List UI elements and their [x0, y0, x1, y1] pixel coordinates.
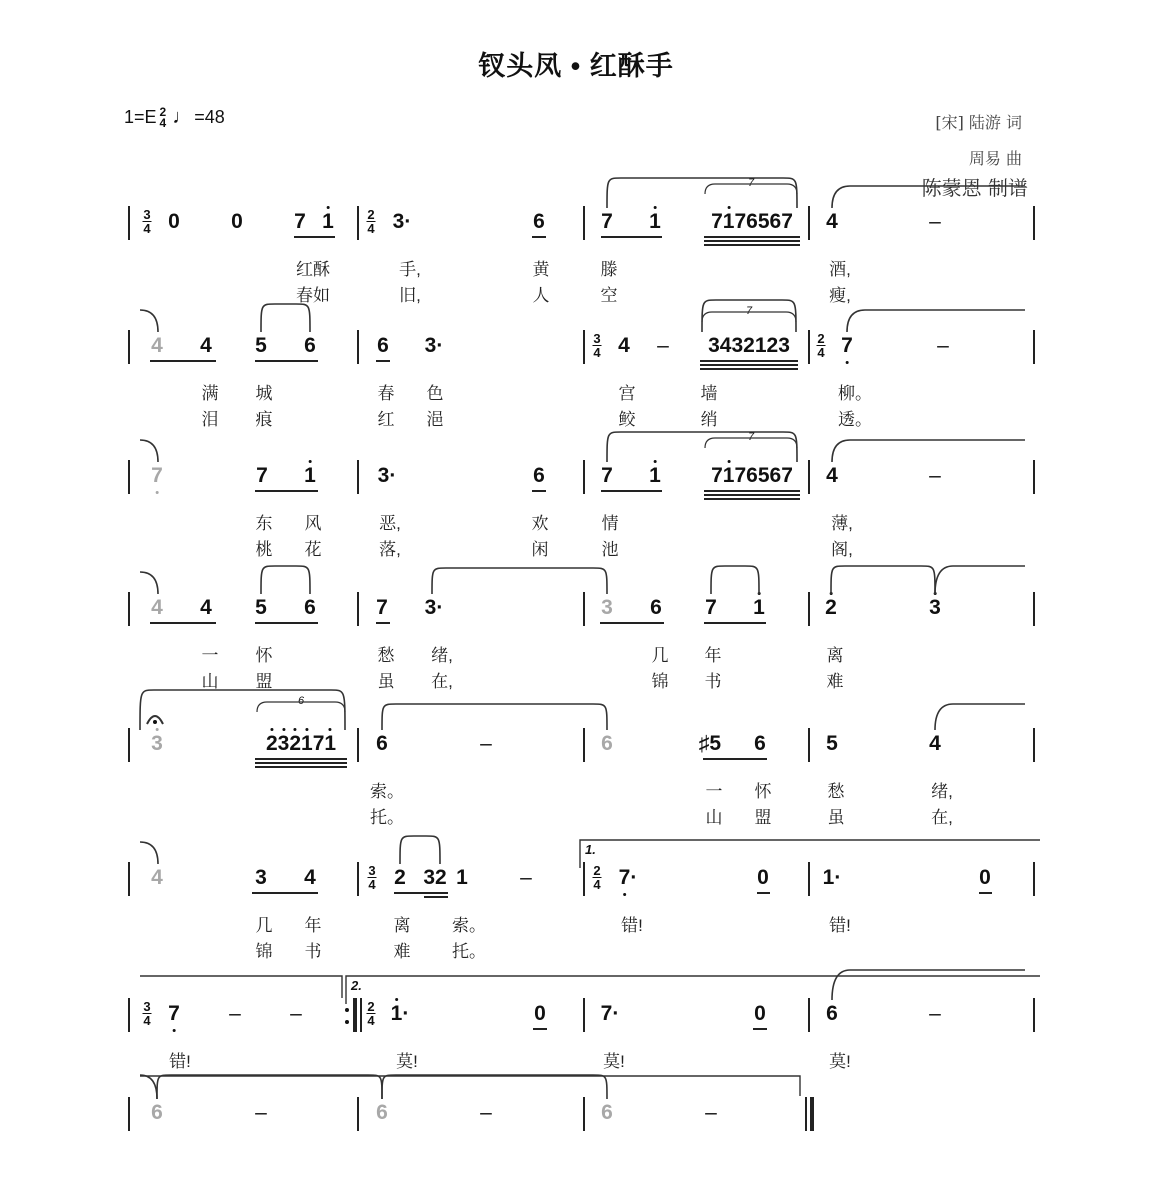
- note-digit: 7: [711, 210, 723, 233]
- note-digit: 6: [754, 732, 766, 755]
- tuplet-bracket: [705, 184, 797, 194]
- note-digit: –: [705, 1101, 717, 1124]
- note-digit: 5: [255, 596, 267, 619]
- lyric-syllable: 一: [201, 646, 219, 665]
- note-digit: 1: [301, 732, 313, 756]
- note-digit: 4: [304, 866, 316, 889]
- lyric-syllable: 虽: [377, 672, 395, 691]
- note-digit: 5: [757, 210, 770, 233]
- note-digit: ·: [402, 1002, 410, 1025]
- note-digit: 3: [278, 732, 290, 756]
- slur: [432, 568, 607, 594]
- note-digit: 2: [266, 732, 278, 756]
- lyric-syllable: 盟: [255, 672, 273, 691]
- tie-open: [832, 186, 1025, 208]
- note-digit: 1: [324, 732, 336, 756]
- note-digit: 3: [424, 596, 437, 619]
- note-digit: 5: [255, 334, 267, 357]
- note-digit: 6: [533, 210, 545, 233]
- lyric-syllable: 难: [393, 942, 411, 961]
- lyric-syllable: 怀: [255, 646, 273, 665]
- tie-open: [847, 310, 1025, 332]
- lyric-syllable: 痕: [255, 410, 273, 429]
- lyric-syllable: 虽: [827, 808, 845, 827]
- note-digit: 7: [734, 210, 747, 233]
- note-digit: 6: [533, 464, 545, 487]
- tuplet-number: 6: [297, 695, 305, 707]
- time-numerator: 2: [817, 331, 825, 346]
- note-digit: 1: [391, 1002, 403, 1026]
- note-digit: 3: [778, 334, 790, 357]
- tuplet-bracket: [702, 312, 796, 322]
- note-digit: –: [480, 1101, 492, 1124]
- note-digit: 7: [601, 210, 613, 233]
- note-digit: 7: [376, 596, 388, 619]
- lyric-syllable: 在,: [931, 808, 953, 827]
- note-digit: 7: [601, 464, 613, 487]
- lyric-syllable: 莫!: [603, 1052, 625, 1071]
- note-digit: 6: [304, 334, 316, 357]
- lyric-syllable: 满: [201, 384, 219, 403]
- note-digit: 1: [456, 866, 468, 889]
- lyric-syllable: 春如: [296, 286, 330, 305]
- note-digit: 4: [151, 334, 163, 357]
- note-digit: 6: [601, 1101, 613, 1124]
- note-digit: 6: [650, 596, 662, 619]
- note-digit: 2: [743, 334, 755, 357]
- lyricist-credit: [宋] 陆游 词: [935, 113, 1022, 132]
- note-digit: 2: [289, 732, 301, 756]
- lyric-syllable: 锦: [255, 942, 273, 961]
- tie-end: [140, 440, 158, 462]
- lyric-syllable: 花: [304, 540, 322, 559]
- note-digit: 7: [312, 732, 325, 755]
- ending-bracket: [140, 1076, 800, 1096]
- note-digit: 3: [392, 210, 405, 233]
- note-digit: ·: [612, 1002, 620, 1025]
- note-digit: –: [480, 732, 492, 755]
- lyric-syllable: 愁: [827, 782, 845, 801]
- note-digit: 7: [705, 596, 717, 619]
- note-digit: 6: [746, 210, 758, 233]
- time-numerator: 3: [143, 207, 151, 222]
- note-digit: 4: [200, 596, 212, 619]
- lyric-syllable: 几: [255, 916, 273, 935]
- tie-open: [832, 970, 1025, 1000]
- lyric-syllable: 离: [393, 916, 411, 935]
- note-digit: 2: [435, 866, 447, 889]
- lyric-syllable: 错!: [829, 916, 851, 935]
- lyric-syllable: 莫!: [829, 1052, 851, 1071]
- note-digit: 6: [304, 596, 316, 619]
- note-digit: 6: [376, 732, 388, 755]
- note-digit: 6: [151, 1101, 163, 1124]
- note-digit: ·: [834, 866, 842, 889]
- lyric-syllable: 色: [426, 384, 444, 403]
- lyric-syllable: 恶,: [379, 514, 401, 533]
- quarter-note-icon: ♩: [172, 106, 193, 128]
- lyric-syllable: 滕: [600, 260, 618, 279]
- note-digit: 4: [618, 334, 630, 357]
- tuplet-number: 7: [745, 305, 753, 317]
- tie-end: [140, 572, 158, 594]
- note-digit: 1: [304, 464, 316, 488]
- tie-open: [935, 566, 1025, 594]
- note-digit: 7: [294, 210, 306, 233]
- time-numerator: 3: [143, 999, 151, 1014]
- note-digit: ·: [630, 866, 638, 889]
- lyric-syllable: 鲛: [618, 410, 636, 429]
- note-digit: 7: [734, 464, 747, 487]
- tie-open: [935, 704, 1025, 730]
- volta-label: 2.: [351, 978, 362, 993]
- note-digit: 3: [601, 596, 613, 619]
- lyric-syllable: 桃: [255, 540, 273, 559]
- lyric-syllable: 托。: [370, 808, 404, 827]
- lyric-syllable: 绪,: [931, 782, 953, 801]
- note-digit: 4: [151, 866, 163, 889]
- lyric-syllable: 城: [255, 384, 273, 403]
- note-digit: 4: [929, 732, 941, 755]
- slur: [140, 690, 345, 730]
- note-digit: 3: [255, 866, 267, 889]
- note-digit: 4: [200, 334, 212, 357]
- note-digit: 3: [929, 596, 941, 620]
- time-numerator: 2: [593, 863, 601, 878]
- time-denominator: 4: [593, 877, 601, 892]
- note-digit: 6: [769, 210, 782, 233]
- lyric-syllable: 墙: [700, 384, 718, 403]
- note-digit: 2: [766, 334, 779, 357]
- time-denominator: 4: [143, 1013, 151, 1028]
- lyric-syllable: 情: [601, 514, 619, 533]
- lyric-syllable: 春: [377, 384, 395, 403]
- lyric-syllable: 索。: [370, 782, 404, 801]
- lyric-syllable: 书: [304, 942, 322, 961]
- note-digit: 3: [151, 732, 163, 756]
- note-digit: 5: [757, 464, 770, 487]
- arranger-credit: 陈蒙恩 制谱: [921, 176, 1028, 200]
- note-digit: 7: [841, 334, 853, 358]
- song-title: 钗头凤 • 红酥手: [478, 51, 674, 81]
- note-digit: 1: [322, 210, 334, 234]
- note-digit: –: [290, 1002, 302, 1025]
- time-denominator: 4: [367, 221, 375, 236]
- note-digit: 0: [757, 866, 769, 889]
- lyric-syllable: 宫: [618, 384, 636, 403]
- note-digit: 7: [256, 464, 268, 487]
- lyric-syllable: 薄,: [831, 514, 853, 533]
- lyric-syllable: 年: [704, 646, 722, 665]
- note-digit: 3: [424, 334, 437, 357]
- note-digit: 7: [619, 866, 631, 890]
- note-digit: 4: [719, 334, 732, 357]
- slur: [400, 836, 440, 864]
- lyric-syllable: 红: [377, 410, 395, 429]
- note-digit: 6: [769, 464, 782, 487]
- slur: [261, 304, 310, 332]
- lyric-syllable: 手,: [399, 260, 421, 279]
- volta-bracket: [346, 976, 1040, 1004]
- slur: [607, 178, 797, 208]
- lyric-syllable: 盟: [754, 808, 772, 827]
- lyric-syllable: 山: [705, 808, 723, 827]
- note-digit: ·: [404, 210, 412, 233]
- note-digit: –: [937, 334, 949, 357]
- volta-label: 1.: [585, 842, 596, 857]
- slur: [382, 1075, 607, 1099]
- lyric-syllable: 离: [826, 646, 844, 665]
- time-numerator: 3: [368, 863, 376, 878]
- lyric-syllable: 怀: [754, 782, 772, 801]
- tuplet-number: 7: [747, 431, 755, 443]
- lyric-syllable: 人: [532, 286, 550, 305]
- lyric-syllable: 莫!: [396, 1052, 418, 1071]
- lyric-syllable: 一: [705, 782, 723, 801]
- note-digit: –: [255, 1101, 267, 1124]
- lyric-syllable: 阁,: [831, 540, 853, 559]
- note-digit: 4: [826, 464, 838, 487]
- lyric-syllable: 瘦,: [829, 286, 851, 305]
- lyric-syllable: 柳。: [838, 384, 872, 403]
- note-digit: 5: [826, 732, 838, 755]
- composer-credit: 周易 曲: [968, 149, 1022, 168]
- note-digit: 3: [731, 334, 744, 357]
- slur: [607, 432, 797, 462]
- note-digit: 7: [781, 210, 793, 233]
- note-digit: 2: [394, 866, 406, 889]
- tuplet-bracket: [705, 438, 797, 448]
- slur: [382, 704, 607, 730]
- lyric-syllable: 红酥: [296, 260, 330, 279]
- note-digit: 7: [781, 464, 793, 487]
- tie-end: [140, 842, 158, 864]
- time-numerator: 2: [367, 999, 375, 1014]
- note-digit: ·: [436, 596, 444, 619]
- tempo: =48: [194, 107, 225, 127]
- slur: [702, 300, 796, 332]
- note-digit: 1: [753, 596, 765, 620]
- lyric-syllable: 落,: [379, 540, 401, 559]
- note-digit: 5: [709, 732, 722, 755]
- lyric-syllable: 错!: [621, 916, 643, 935]
- note-digit: 1: [649, 210, 661, 234]
- note-digit: 6: [746, 464, 758, 487]
- note-digit: 7: [711, 464, 723, 487]
- note-digit: 7: [151, 464, 163, 488]
- slur: [261, 566, 310, 594]
- lyric-syllable: 旧,: [399, 286, 421, 305]
- slur: [157, 1075, 382, 1099]
- lyric-syllable: 池: [601, 540, 619, 559]
- time-numerator: 3: [593, 331, 601, 346]
- note-digit: 4: [826, 210, 838, 233]
- lyric-syllable: 风: [304, 514, 322, 533]
- volta-bracket: [580, 840, 1040, 868]
- time-denominator: 4: [143, 221, 151, 236]
- time-denominator: 4: [367, 1013, 375, 1028]
- note-digit: 3: [377, 464, 390, 487]
- note-digit: 6: [377, 334, 389, 357]
- note-digit: ♯: [698, 732, 710, 755]
- lyric-syllable: 错!: [169, 1052, 191, 1071]
- tie-open: [832, 440, 1025, 462]
- lyric-syllable: 在,: [431, 672, 453, 691]
- note-digit: 1: [822, 866, 835, 889]
- tie-end: [140, 1075, 157, 1099]
- note-digit: 0: [979, 866, 991, 889]
- volta-bracket: [140, 976, 342, 998]
- note-digit: 7: [600, 1002, 613, 1025]
- slur: [711, 566, 759, 594]
- note-digit: 1: [723, 210, 735, 234]
- time-denominator: 4: [593, 345, 601, 360]
- note-digit: 1: [754, 334, 767, 357]
- lyric-syllable: 托。: [452, 942, 486, 961]
- note-digit: 6: [601, 732, 613, 755]
- lyric-syllable: 空: [600, 286, 618, 305]
- note-digit: ·: [436, 334, 444, 357]
- lyric-syllable: 书: [704, 672, 722, 691]
- note-digit: 1: [723, 464, 735, 488]
- note-digit: 1: [649, 464, 661, 488]
- lyric-syllable: 透。: [838, 410, 872, 429]
- note-digit: 7: [168, 1002, 180, 1026]
- time-bottom: 4: [159, 115, 167, 130]
- note-digit: –: [929, 210, 941, 233]
- note-digit: ·: [389, 464, 397, 487]
- lyric-syllable: 东: [255, 514, 273, 533]
- lyric-syllable: 绡: [700, 410, 718, 429]
- lyric-syllable: 愁: [377, 646, 395, 665]
- tie-end: [140, 310, 158, 332]
- note-digit: 0: [231, 210, 243, 233]
- lyric-syllable: 年: [304, 916, 322, 935]
- note-digit: 6: [376, 1101, 388, 1124]
- fermata-icon: [147, 716, 163, 724]
- tuplet-bracket: [257, 702, 345, 712]
- lyric-syllable: 几: [651, 646, 669, 665]
- note-digit: 0: [168, 210, 180, 233]
- lyric-syllable: 山: [201, 672, 219, 691]
- note-digit: 2: [825, 596, 837, 620]
- note-digit: –: [520, 866, 532, 889]
- time-numerator: 2: [367, 207, 375, 222]
- note-digit: –: [657, 334, 669, 357]
- lyric-syllable: 难: [826, 672, 844, 691]
- lyric-syllable: 锦: [651, 672, 669, 691]
- lyric-syllable: 欢: [531, 514, 549, 533]
- lyric-syllable: 酒,: [829, 260, 851, 279]
- note-digit: 3: [423, 866, 435, 889]
- time-denominator: 4: [368, 877, 376, 892]
- note-digit: –: [929, 1002, 941, 1025]
- note-digit: –: [929, 464, 941, 487]
- time-top: 2: [159, 104, 167, 119]
- tuplet-number: 7: [747, 177, 755, 189]
- note-digit: 6: [826, 1002, 838, 1025]
- lyric-syllable: 索。: [452, 916, 486, 935]
- note-digit: 3: [708, 334, 720, 357]
- lyric-syllable: 泪: [201, 410, 219, 429]
- note-digit: 4: [151, 596, 163, 619]
- note-digit: 0: [534, 1002, 546, 1025]
- lyric-syllable: 绪,: [431, 646, 453, 665]
- note-digit: 0: [754, 1002, 766, 1025]
- time-denominator: 4: [817, 345, 825, 360]
- note-digit: –: [229, 1002, 241, 1025]
- lyric-syllable: 黄: [532, 260, 550, 279]
- slur: [831, 566, 935, 594]
- key-signature: 1=E: [124, 107, 157, 127]
- lyric-syllable: 浥: [426, 410, 444, 429]
- lyric-syllable: 闲: [531, 540, 549, 559]
